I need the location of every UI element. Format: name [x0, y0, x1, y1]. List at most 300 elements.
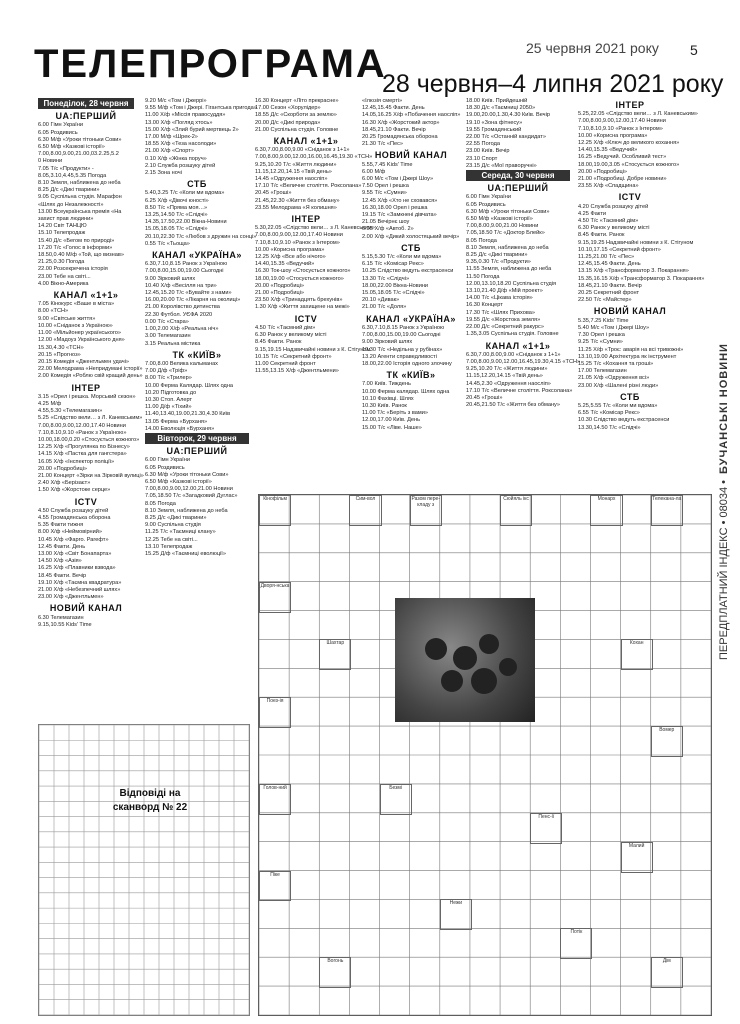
schedule-line: 10.30 Т/с «Недільна у рубінах» [362, 346, 443, 353]
clue-cell: Безмі [380, 784, 412, 815]
schedule-line: 5.30,22.05 «Слідство вели… з Л. Каневським» [255, 225, 375, 232]
schedule-line: 10.20 Підготовка до [145, 389, 197, 396]
schedule-line: 5.55,7.45 Kids' Time [362, 161, 413, 168]
clue-cell: Разом пере-кладу з [410, 495, 442, 526]
schedule-line: 18.45 Факти. Вечір [38, 572, 87, 579]
schedule-line: 22.00 Д/с «Секретний ракурс» [466, 324, 544, 331]
schedule-line: 16.30,18.00 Орел і решка [362, 204, 428, 211]
schedule-line: 18.45,21.10 Факти. Вечір [362, 126, 426, 133]
schedule-line: 3.15 Реальна містика [145, 340, 201, 347]
schedule-line: 23.00 Тебе на світі... [38, 273, 91, 280]
schedule-line: 23.15 Д/с «Мої праворучні» [466, 162, 537, 169]
schedule-line: 17.00 Сезон «Хорулідер» [255, 105, 321, 112]
channel-heading: СТБ [401, 242, 421, 253]
schedule-line: 13.15 Х/ф «Трансформатор 3. Покарання» [578, 268, 689, 275]
answers-grid [38, 724, 250, 1016]
schedule-line: 14.40,15.35 «Ведучий» [255, 261, 315, 268]
schedule-line: 7.05,18.50 Т/с «Загадковий Дуглас» [145, 493, 238, 500]
channel-heading: НОВИЙ КАНАЛ [374, 150, 448, 161]
schedule-line: 6.25 Х/ф «Дівочі юності» [145, 197, 209, 204]
schedule-line: 10.10 Фахівці. Шлях [362, 395, 414, 402]
schedule-line: 20.00 Д/с «Дикі природа» [255, 119, 321, 126]
schedule-line: 23.00 Х/ф «Джентльмен» [38, 594, 104, 601]
schedule-line: 6.55 Т/с «Комісар Рекс» [578, 410, 640, 417]
schedule-line: 18.00,22.00 Вікна-Новини [362, 282, 429, 289]
schedule-line: 6.30,7.10,8.15 Ранок з Україною [145, 261, 228, 268]
channel-heading: КАНАЛ «1+1» [273, 136, 339, 147]
schedule-line: 8.05 Погода [145, 500, 176, 507]
channel-heading: ТК «КИЇВ» [386, 370, 436, 381]
schedule-line: 4.55,5.30 «Телемагазин» [38, 408, 103, 415]
schedule-line: 16.30 Концерт «Літо прекрасне» [255, 98, 339, 104]
channel-heading: UA:ПЕРШИЙ [166, 446, 228, 457]
schedule-line: 6.15 Т/с «Комісар Рекс» [362, 261, 424, 268]
schedule-line: 8.00 Т/с «Трилер» [145, 375, 192, 382]
schedule-line: 20.15 «Прогноз» [38, 351, 81, 358]
schedule [466, 98, 570, 170]
schedule-line: 17.30 Т/с «Шлях Прихова» [466, 309, 535, 316]
channel-heading: ТК «КИЇВ» [172, 349, 222, 360]
schedule [362, 254, 460, 312]
schedule-line: 0.10 Х/ф «Жінка поруч» [145, 155, 207, 162]
schedule-line: 18.00 Київ. Прийдешній [466, 98, 528, 104]
schedule-line: 11.40,13.40,19.00,21.30,4.30 Київ [145, 411, 231, 418]
schedule-line: 7.00,8.00,9.00,12.00,17.40 Новини [38, 422, 126, 429]
schedule-line: 17.00 Телемагазин [578, 368, 627, 375]
channel-heading: ICTV [618, 192, 642, 203]
schedule-line: 7.10,8.10,9.10 «Ранок з Інтером» [255, 239, 340, 246]
schedule-line: 7.05 Т/с «Продукти» - [38, 165, 94, 172]
schedule-line: 7.10,8.10,9.10 «Ранок з Інтером» [578, 125, 663, 132]
schedule-line: 8.10 Земля, наближена до неба [38, 180, 121, 187]
schedule-line: 7.00 Д/ф «Тріф» [145, 368, 188, 375]
schedule [145, 98, 257, 177]
side-brand [718, 100, 734, 660]
channel-heading: ІНТЕР [615, 100, 645, 110]
schedule-line: 22.00 Т/с «Останній кандидат» [466, 134, 546, 141]
channel-heading: ІНТЕР [71, 382, 101, 393]
schedule-line: 11.00 Х/ф «Міссія правосуддя» [145, 112, 226, 119]
schedule-line: 3.15 «Орел і решка. Морський сезон» [38, 393, 136, 400]
schedule-line: 13.20 Агенти справедливості [362, 353, 437, 360]
schedule-line: 21.25,0.30 Погода [38, 259, 85, 266]
schedule-line: 2.15 Зона ночі [145, 170, 182, 177]
schedule-line: 20.25 Громадянська оборона [362, 134, 438, 141]
schedule-line: 9.25,10.20 Т/с «Життя людини» [466, 366, 548, 373]
schedule-line: 10.00 «Сніданок з Україною» [38, 322, 113, 329]
schedule-line: 5.25 «Слідство вели… з Л. Каневським» [38, 415, 143, 422]
schedule-line: 19.55 Громадянський [466, 126, 522, 133]
schedule-line: 21.00 Х/ф «Спорт» [145, 148, 194, 155]
schedule-line: 18.00,19.00,3.05 «Стосується кожного» [578, 161, 680, 168]
cherries-photo [395, 598, 535, 722]
clue-cell: Потік [560, 928, 592, 959]
schedule [255, 225, 375, 311]
schedule-line: 5.40,3.25 Т/с «Коли ми вдома» [145, 190, 225, 197]
week-range: 28 червня–4 липня 2021 року [382, 70, 724, 98]
schedule-line: 14.45 «Одруження наосліп» [255, 176, 328, 183]
schedule [38, 615, 134, 629]
schedule-line: 0.55 Т/с «Тьоща» [145, 240, 190, 247]
schedule-line: 6.30 Ранок у великому місті [255, 332, 327, 339]
schedule-line: 6.50 М/ф «Казкові історії» [466, 216, 533, 223]
schedule-line: 9.05 Суспільна студія. Марафон [38, 194, 122, 201]
schedule-line: 21.05 Вечірнє шоу [362, 219, 410, 226]
schedule-line: 9.00 Зірковий шлях [362, 339, 413, 346]
clue-cell: Дім [651, 957, 683, 988]
schedule-line: 3.00 Телемагазин [145, 333, 191, 340]
schedule-line: 8.00 «ТСН» [38, 308, 69, 315]
schedule-line: 21.30 Т/с «Пес» [362, 141, 404, 148]
clue-cell: Поез-ія [259, 697, 291, 728]
schedule [38, 393, 144, 495]
schedule-line: 23.00 Х/ф «Шалені різні люди» [578, 382, 659, 389]
schedule [255, 98, 357, 134]
schedule-line: 6.00 Гімн України [145, 457, 190, 464]
schedule-line: 14.35,17.50,22.00 Вікна-Новини [145, 219, 227, 226]
schedule-line: 7.00,8.00,15.00,19.00 Сьогодні [145, 268, 224, 275]
clue-cell: Вогонь [319, 957, 351, 988]
schedule [466, 194, 570, 338]
schedule-line: 7.05 Кінокурс «Ваше в міста» [38, 301, 115, 308]
schedule-line: 4.25 М/ф [38, 400, 62, 407]
channel-heading: КАНАЛ «1+1» [53, 290, 119, 301]
schedule-line: 11.00 «Мільйонер українського» [38, 330, 122, 337]
schedule-line: 20.15 Комедія «Джентльмен удачі» [38, 358, 130, 365]
schedule-line: 7.05,18.50 Т/с «Доктор Блейк» [466, 230, 545, 237]
answers-grid-lines [39, 725, 249, 1015]
schedule-line: 22.00 Розсекречена історія [38, 266, 108, 273]
day-heading: Понеділок, 28 червня [38, 98, 134, 109]
schedule-line: 16.30 Концерт [466, 302, 503, 309]
schedule-line: 6.50 М/ф «Казкові історії» [145, 478, 212, 485]
schedule-line: 15.05,18.05 Т/с «Слідчі» [362, 290, 425, 297]
cherry [441, 670, 463, 692]
schedule-line: 6.30 М/ф «Уроки тітоньки Сови» [38, 136, 122, 143]
schedule-line: 14.00 Т/с «Цікава історія» [466, 295, 533, 302]
schedule [145, 261, 249, 347]
clue-cell: Сим-вол [349, 495, 381, 526]
schedule-line: 14.50 Х/ф «Азія» [38, 558, 82, 565]
schedule-line: 8.25 Д/с «Дикі тварини» [38, 187, 100, 194]
schedule-line: 14.20 Світ ТАНЦЮ [38, 223, 87, 230]
schedule-line: 21.00 Т/с «Доля» [362, 304, 407, 311]
schedule-line: 8.10 Земля, наближена до неба [466, 244, 549, 251]
schedule-line: 0.05 Х/ф «Автоб. 2» [362, 226, 414, 233]
schedule-line: 20.45 «Гроші» [255, 190, 292, 197]
tv-column-4 [362, 98, 460, 488]
schedule [145, 457, 249, 558]
schedule-line: 4.25 Факти [578, 210, 607, 217]
schedule-line: 14.45,2.30 «Одруження наосліп» [466, 380, 551, 387]
tv-column-2 [145, 98, 257, 588]
schedule-line: 10.00,18.00,0.20 «Стосується кожного» [38, 436, 140, 443]
tv-column-5 [466, 98, 581, 488]
schedule-line: 0.00 Т/с «Стара» [145, 318, 189, 325]
schedule-line: 5.25,5.55 Т/с «Коли ми вдома» [578, 402, 658, 409]
schedule-line: 9.00 Суспільна студія [145, 522, 201, 529]
schedule-line: 20.45 «Гроші» [466, 394, 503, 401]
schedule-line: 12.45 Х/ф «Хто не сховався» [362, 197, 438, 204]
schedule-line: 10.45 Х/ф «Фарго. Рагефт» [38, 536, 109, 543]
schedule [145, 361, 249, 433]
schedule [362, 381, 460, 431]
schedule-line: 1.00,2.00 Х/ф «Реальна ніч» [145, 326, 219, 333]
day-heading: Середа, 30 червня [466, 170, 570, 181]
section-logo: ТЕЛЕПРОГРАМА [34, 42, 387, 86]
schedule-line: 8.05 Погода [466, 237, 497, 244]
schedule-line: 4.20 Служба розшуку дітей [578, 203, 649, 210]
schedule-line: 2.00 Х/ф «Дикий холостяцький вечір» [362, 233, 460, 240]
schedule-line: 16.00,20.00 Т/с «Лікарня на околиці» [145, 297, 241, 304]
schedule [145, 190, 257, 248]
schedule-line: 10.00 «Корисна програма» [255, 246, 325, 253]
schedule-line: 21.05 Х/ф «Одруження всі» [578, 375, 650, 382]
schedule-line: 15.25 Т/с «Кохання та гроші» [578, 360, 654, 367]
schedule-line: 5.40 М/с «Том і Джері Шоу» [578, 324, 650, 331]
scanword-puzzle [258, 494, 712, 1016]
schedule-line: 14.05,16.25 Х/ф «Побачення наосліп» [362, 112, 461, 119]
schedule-line: 6.30,7.10,8.15 Ранок з Україною [362, 324, 445, 331]
schedule-line: «Шлях до Незалежності» [38, 201, 104, 208]
schedule-line: 11.00 Д/ф «Тіхий» [145, 404, 192, 411]
schedule-line: 20.00 «Подробиці» [578, 168, 628, 175]
schedule-line: 15.05,18.05 Т/с «Слідчі» [145, 226, 208, 233]
schedule-line: 18.50,0.40 М/ф «Той, що визнав» [38, 252, 124, 259]
schedule-line: 2.10 Служба розшуку дітей [145, 162, 216, 169]
schedule-line: 9.55 Т/с «Сумни» [362, 190, 407, 197]
schedule-line: 9.20 М/с «Том і Джеррі» [145, 98, 207, 104]
tv-column-1 [38, 98, 144, 718]
schedule-line: 21.00 «Подробиці» [255, 290, 305, 297]
schedule [38, 122, 134, 288]
schedule-line: 19.10 Х/ф «Таємна квадратура» [38, 579, 122, 586]
schedule-line: 12.45,15.45 Факти. День [578, 261, 641, 268]
schedule-line: 4.00 Вікно-Америка [38, 280, 89, 287]
schedule-line: 8.45 Факти. Ранок [578, 232, 625, 239]
schedule [578, 203, 705, 305]
schedule-line: 10.30 Київ. Ранок [362, 402, 407, 409]
schedule-line: 4.50 Т/с «Таємний дім» [578, 218, 639, 225]
schedule-line: 2.40 Х/ф «Берізаєт» [38, 480, 91, 487]
channel-heading: НОВИЙ КАНАЛ [49, 603, 123, 614]
cherry [479, 634, 499, 654]
schedule-line: 9.15,19.15 Надзвичайні новини з К. Стігуном [255, 346, 371, 353]
schedule-line: 20.00 «Подробиці» [255, 282, 305, 289]
channel-heading: UA:ПЕРШИЙ [487, 183, 549, 194]
clue-cell: Монарх [590, 495, 622, 526]
schedule-line: 10.10,17.15 «Секретний фронт» [578, 246, 661, 253]
schedule-line: 21.00 Королівство дитинства [145, 304, 220, 311]
schedule-line: 6.00 Гімн України [466, 194, 511, 201]
channel-heading: ICTV [74, 496, 98, 507]
schedule-line: 12.45,15.45 Факти. День [362, 105, 425, 112]
schedule-line: 19.00,20.00,1.30,4.30 Київ. Вечір [466, 112, 550, 119]
clue-cell: Піке [259, 871, 291, 902]
schedule-line: 13.30,14.50 Т/с «Слідчі» [578, 424, 641, 431]
schedule-line: 21.00 Х/ф «Небезпечний шлях» [38, 587, 121, 593]
schedule [38, 301, 143, 380]
schedule-line: 18.45,21.10 Факти. Вечір [578, 282, 642, 289]
schedule [578, 403, 682, 432]
schedule-line: 12.00,17.00 Київ. День [362, 417, 421, 424]
schedule-line: 1.30 Х/ф «Життя захищене на межі» [255, 304, 350, 311]
schedule-line: 7.00,8.00,9.00,12.00,21.00 Новини [145, 486, 233, 493]
schedule-line: 11.25,21.00 Т/с «Пес» [578, 254, 635, 261]
schedule-line: 4.50 Т/с «Таємний дім» [255, 324, 316, 331]
schedule-line: 21.45,22.30 «Життя без обману» [255, 197, 340, 204]
schedule [578, 318, 682, 390]
schedule-line: 7.00,8.00,9.00,21.00,03.2.25,5.2 [38, 151, 119, 158]
schedule-line: 7.00 Київ. Тиждень [362, 381, 411, 388]
clue-cell: Телекана-ла [651, 495, 683, 526]
clue-cell: Шахтар [319, 639, 351, 670]
subscription-index: ПЕРЕДПЛАТНИЙ ІНДЕКС • 08034 • [718, 480, 730, 660]
schedule-line: 8.25 Д/с «Дикі тварини» [466, 252, 528, 259]
schedule-line: 6.05 Роздивись [145, 464, 185, 471]
schedule-line: 6.00 Гімн України [38, 122, 83, 129]
schedule-line: 9.55 М/ф «Том і Джері. Гігантська пригода» [145, 105, 257, 112]
schedule-line: 6.00 М/с «Том і Джері Шоу» [362, 176, 434, 183]
channel-heading: ICTV [294, 313, 318, 324]
schedule-line: 22.30 Футбол. УЄФА 2020 [145, 311, 213, 318]
schedule-line: 13.10 Телепродаж [145, 543, 193, 550]
schedule-line: 10.15 Т/с «Секретний фронт» [255, 353, 332, 360]
schedule-line: 11.15,12.20,14.15 «Твій день» [255, 168, 332, 175]
schedule-line: 19.10 «Зона фітнесу» [466, 119, 523, 126]
schedule-line: 23.10 Спорт [466, 155, 498, 162]
channel-heading: КАНАЛ «УКРАЇНА» [366, 313, 456, 324]
schedule-line: 18.30 Д/с «Таємниці 2050» [466, 105, 536, 112]
schedule-line: 13.10,21.40 Д/ф «Мій проект» [466, 288, 543, 295]
schedule-line: 10.40 Х/ф «Весілля на три» [145, 282, 217, 289]
schedule-line: 14.40,15.35 «Ведучий» [578, 147, 638, 154]
schedule-line: 21.00 Концерт «Зірки на Зірковій вулиці» [38, 472, 144, 479]
schedule-line: 4.50 Служба розшуку дітей [38, 507, 109, 514]
channel-heading: КАНАЛ «1+1» [485, 340, 551, 351]
schedule-line: 15.30,4.30 «ТСН» [38, 344, 84, 351]
schedule-line: 22.50 Т/с «Майстер» [578, 297, 632, 304]
schedule-line: 12.45,15.20 Т/с «Бувайте з нами» [145, 290, 232, 297]
schedule-line: 6.05 Роздивись [38, 129, 78, 136]
schedule-line: 17.00 М/ф «Шрек-2» [145, 134, 198, 141]
cherry [453, 646, 477, 670]
schedule-line: 10.30 Стоп. Алерт [145, 396, 192, 403]
channel-heading: СТБ [187, 179, 207, 190]
schedule [362, 162, 460, 241]
schedule-line: 8.50 Т/с «Пряма моя…» [145, 204, 208, 211]
schedule-line: 7.00,8.00,9.00,12.00,16.45,19.30,4.15 «ТСН» [466, 358, 581, 365]
schedule-line: 22.00 Мелодрама «Непридумані історії» [38, 366, 143, 373]
day-heading: Вівторок, 29 червня [145, 433, 249, 444]
schedule-line: 5.25,22.05 «Слідство вели… з Л. Каневським» [578, 111, 698, 118]
schedule-line: 15.25 Д/ф «Таємниці еволюції» [145, 550, 226, 557]
schedule-line: 1.35,3.05 Суспільна студія. Головне [466, 331, 559, 338]
schedule-line: 6.50 М/ф «Казкові історії» [38, 144, 105, 151]
schedule-line: 12.25 Х/ф «Все або нічого» [255, 254, 326, 261]
schedule-line: захист прав людини» [38, 216, 94, 223]
answers-title: Відповіді на сканворд № 22 [112, 788, 188, 813]
schedule-line: 13.10,19.00 Архітектура як інструмент [578, 353, 677, 360]
schedule-line: 6.30 М/ф «Уроки тітоньки Сови» [145, 471, 229, 478]
schedule-line: 23.55 Мелодрама «Я колишня» [255, 204, 337, 211]
schedule-line: 17.10 Т/с «Величне століття. Роксолана» [255, 183, 362, 190]
schedule [255, 324, 371, 375]
schedule-line: 15.00 Х/ф «Злий бурий мертвець 2» [145, 126, 239, 133]
schedule-line: 13.00 Всеукраїнська премія «На [38, 208, 122, 215]
schedule-line: 16.05 Х/ф «Інспектор поліції» [38, 458, 115, 465]
schedule-line: 20.10,22.30 Т/с «Любов з дружин на сонці» [145, 233, 257, 240]
schedule-line: 7.30 Орел і решка [578, 332, 625, 339]
schedule-line: 7.00,8.00,9.00,21.00 Новини [466, 223, 539, 230]
schedule-line: 11.55 Земля, наближена до неба [466, 266, 552, 273]
schedule-line: 7.00,8.00 Велика кальманах [145, 360, 218, 367]
schedule-line: 20.10 «Дивак» [362, 297, 400, 304]
schedule-line: 12.45 Факти. День [38, 543, 86, 550]
schedule-line: 18.00,19.00 «Стосується кожного» [255, 275, 344, 282]
schedule-line: 9.15,19.25 Надзвичайні новини з К. Стігуном [578, 239, 694, 246]
schedule-line: 21.00 Суспільна студія. Головне [255, 126, 339, 133]
schedule-line: 9.15,10.55 Kids' Time [38, 621, 92, 628]
channel-heading: НОВИЙ КАНАЛ [593, 306, 667, 317]
clue-cell: Голов-ний [259, 784, 291, 815]
clue-cell: Кохан [621, 639, 653, 670]
schedule-line: 6.30,7.00,8.00,9.00 «Сніданок з 1+1» [255, 147, 350, 154]
schedule-line: 18.55 Х/ф «Теза насолоди» [145, 141, 217, 148]
schedule-line: 10.30 Слідство ведуть екстрасенси [578, 417, 670, 424]
schedule-line: 10.00 Ферма калядар. Шлях одна [362, 388, 450, 395]
issue-date: 25 червня 2021 року [526, 40, 659, 56]
clue-cell: Нежи [440, 899, 472, 930]
schedule-line: 13.05 Ферма «Бурханя» [145, 418, 208, 425]
schedule [362, 325, 460, 368]
schedule-line: 9.25 Т/с «Сумни» [578, 339, 623, 346]
schedule-line: 6.30 Ранок у великому місті [578, 225, 650, 232]
schedule-line: 11.00 Т/с «Беріть з вами» [362, 410, 428, 417]
schedule-line: 20.25 Секретний фронт [578, 290, 640, 297]
schedule-line: 15.10 Телепродаж [38, 230, 86, 237]
schedule-line: 20.00 «Подробиці» [38, 465, 88, 472]
schedule-line: 21.00 «Подробиці. Добре новини» [578, 176, 667, 183]
schedule-line: 6.05 Роздивись [466, 201, 506, 208]
schedule-line: 16.25 Х/ф «Плавники взвода» [38, 565, 116, 572]
schedule [362, 98, 460, 148]
schedule-line: 7.00,8.00,9.00,12.00,17.40 Новини [255, 232, 343, 239]
schedule-line: 13.30 Т/с «Слідчі» [362, 275, 410, 282]
schedule-line: 16.30 Ток-шоу «Стосується кожного» [255, 268, 351, 275]
schedule [38, 508, 134, 602]
puzzle-grid-lines [259, 495, 711, 1015]
schedule-line: 6.30 М/ф «Уроки тітоньки Сови» [466, 208, 550, 215]
schedule-line: «Ілюзія смерті» [362, 98, 403, 104]
schedule-line: 11.25 Х/ф «Троє: аварія на всі тривожні» [578, 346, 684, 353]
page-number: 5 [690, 42, 698, 58]
clue-cell: Пенс-ії [530, 813, 562, 844]
schedule-line: 11.50 Погода [466, 273, 500, 280]
schedule-line: 10.25 Слідство ведуть екстрасенси [362, 268, 454, 275]
schedule-line: 10.00 «Корисна програма» [578, 132, 648, 139]
schedule-line: 14.15 Х/ф «Пастка для гангстера» [38, 451, 127, 458]
clue-cell: Малий [621, 842, 653, 873]
schedule-line: 23.00 Київ. Вечір [466, 148, 510, 155]
schedule-line: 1.50 Х/ф «Жорстоке серце» [38, 487, 111, 494]
cherry [499, 658, 517, 676]
schedule-line: 5.35 Факти тижня [38, 522, 84, 529]
schedule-line: 18.55 Д/с «Скорботи за землю» [255, 112, 337, 119]
channel-heading: ІНТЕР [291, 214, 321, 225]
schedule-line: 11.00 Секретний фронт [255, 360, 316, 367]
schedule-line: 16.30 Х/ф «Жорстокий актор» [362, 119, 440, 126]
